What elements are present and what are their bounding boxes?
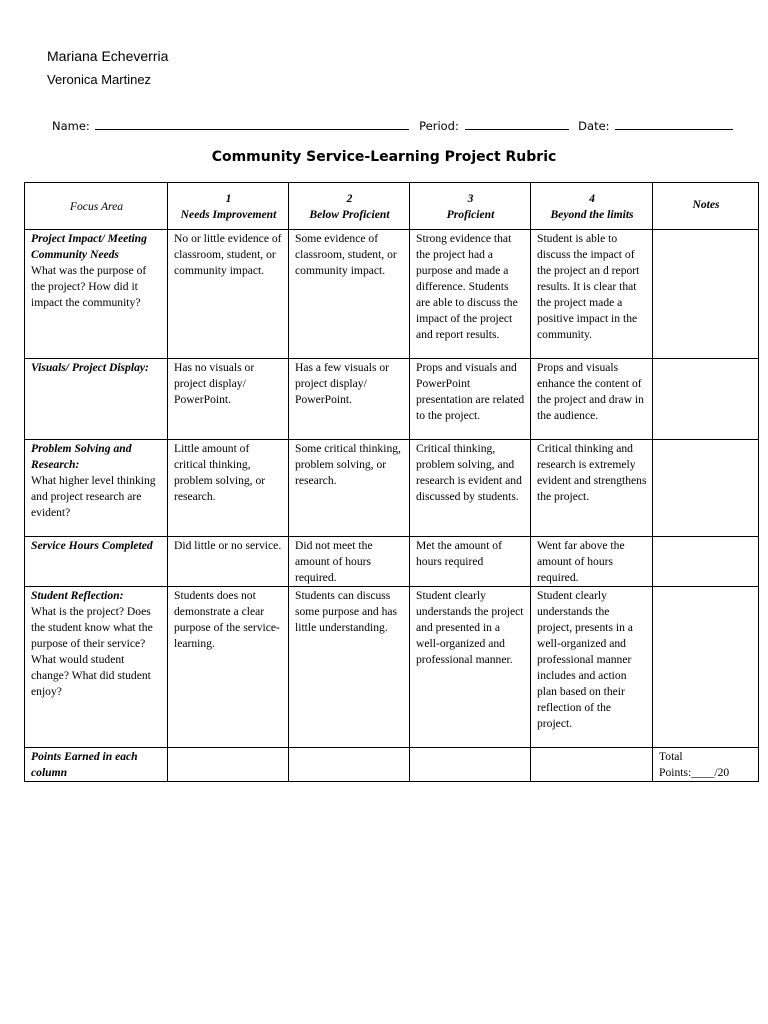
level-1-cell: Has no visuals or project display/ PowerPoint. xyxy=(168,359,289,440)
level-4-cell: Student clearly understands the project, presents in a well-organized and professional manner includes and action plan based on their reflection of the project. xyxy=(531,587,653,748)
level-4-cell: Props and visuals enhance the content of the project and draw in the audience. xyxy=(531,359,653,440)
table-row xyxy=(25,440,759,537)
header-focus-area xyxy=(25,183,168,230)
rubric-table xyxy=(24,182,759,782)
level-1-cell: No or little evidence of classroom, student, or community impact. xyxy=(168,230,289,359)
level-3-cell: Met the amount of hours required xyxy=(410,537,531,587)
criterion-title: Student Reflection: xyxy=(31,589,124,602)
level-4-cell: Went far above the amount of hours required. xyxy=(531,537,653,587)
name-label: Name: xyxy=(52,119,90,133)
level-1-cell: Did little or no service. xyxy=(168,537,289,587)
level-1-cell: Students does not demonstrate a clear purpose of the service-learning. xyxy=(168,587,289,748)
criterion-description: What is the project? Does the student know what the purpose of their service? What would student change? What did student enjoy? xyxy=(31,605,153,698)
header-label: Needs Improvement xyxy=(180,208,277,221)
header-label: Below Proficient xyxy=(309,208,390,221)
header-label: Focus Area xyxy=(69,200,124,213)
notes-cell[interactable] xyxy=(653,537,759,587)
level-2-cell: Some evidence of classroom, student, or community impact. xyxy=(289,230,410,359)
period-blank[interactable] xyxy=(465,118,569,130)
header-level-1 xyxy=(168,183,289,230)
notes-cell[interactable] xyxy=(653,587,759,748)
level-2-cell: Students can discuss some purpose and has little understanding. xyxy=(289,587,410,748)
criterion-cell xyxy=(25,748,168,782)
criterion-cell xyxy=(25,230,168,359)
points-level-3-cell[interactable] xyxy=(410,748,531,782)
criterion-title: Project Impact/ Meeting Community Needs xyxy=(31,232,147,261)
criterion-description: What was the purpose of the project? How did it impact the community? xyxy=(31,264,147,309)
points-level-4-cell[interactable] xyxy=(531,748,653,782)
notes-cell[interactable] xyxy=(653,359,759,440)
total-points-cell[interactable]: Total Points:____/20 xyxy=(653,748,759,782)
period-label: Period: xyxy=(419,119,459,133)
criterion-title: Problem Solving and Research: xyxy=(31,442,132,471)
header-level-4 xyxy=(531,183,653,230)
level-3-cell: Props and visuals and PowerPoint presentation are related to the project. xyxy=(410,359,531,440)
header-number: 2 xyxy=(346,192,353,205)
page-title: Community Service-Learning Project Rubric xyxy=(211,149,557,165)
level-4-cell: Critical thinking and research is extremely evident and strengthens the project. xyxy=(531,440,653,537)
date-blank[interactable] xyxy=(615,118,733,130)
header-label: Beyond the limits xyxy=(550,208,634,221)
header-level-3 xyxy=(410,183,531,230)
header-number: 1 xyxy=(225,192,232,205)
author-name-1: Mariana Echeverria xyxy=(47,48,169,64)
authors-block xyxy=(47,46,168,90)
level-2-cell: Some critical thinking, problem solving, or research. xyxy=(289,440,410,537)
level-3-cell: Strong evidence that the project had a purpose and made a difference. Students are able to discuss the impact of the project and report results. xyxy=(410,230,531,359)
table-header-row xyxy=(25,183,759,230)
date-label: Date: xyxy=(578,119,610,133)
header-notes xyxy=(653,183,759,230)
table-row xyxy=(25,587,759,748)
table-row xyxy=(25,359,759,440)
header-label: Notes xyxy=(692,198,720,211)
points-level-2-cell[interactable] xyxy=(289,748,410,782)
criterion-title: Visuals/ Project Display: xyxy=(31,361,149,374)
header-level-2 xyxy=(289,183,410,230)
level-3-cell: Critical thinking, problem solving, and research is evident and discussed by students. xyxy=(410,440,531,537)
criterion-cell xyxy=(25,440,168,537)
level-2-cell: Did not meet the amount of hours required. xyxy=(289,537,410,587)
level-1-cell: Little amount of critical thinking, problem solving, or research. xyxy=(168,440,289,537)
criterion-description: What higher level thinking and project research are evident? xyxy=(31,474,156,519)
criterion-cell xyxy=(25,587,168,748)
criterion-title: Points Earned in each column xyxy=(31,750,138,779)
notes-cell[interactable] xyxy=(653,230,759,359)
header-number: 3 xyxy=(467,192,474,205)
name-blank[interactable] xyxy=(95,118,409,130)
notes-cell[interactable] xyxy=(653,440,759,537)
level-4-cell: Student is able to discuss the impact of the project an d report results. It is clear that the project made a positive impact in the community. xyxy=(531,230,653,359)
level-3-cell: Student clearly understands the project and presented in a well-organized and professional manner. xyxy=(410,587,531,748)
student-info-fields xyxy=(52,118,739,133)
header-label: Proficient xyxy=(446,208,495,221)
criterion-cell xyxy=(25,537,168,587)
author-name-2: Veronica Martinez xyxy=(47,72,152,87)
criterion-cell xyxy=(25,359,168,440)
points-level-1-cell[interactable] xyxy=(168,748,289,782)
table-row-points-total xyxy=(25,748,759,782)
level-2-cell: Has a few visuals or project display/ PowerPoint. xyxy=(289,359,410,440)
header-number: 4 xyxy=(589,192,595,205)
table-row xyxy=(25,537,759,587)
table-row xyxy=(25,230,759,359)
criterion-title: Service Hours Completed xyxy=(31,539,153,552)
